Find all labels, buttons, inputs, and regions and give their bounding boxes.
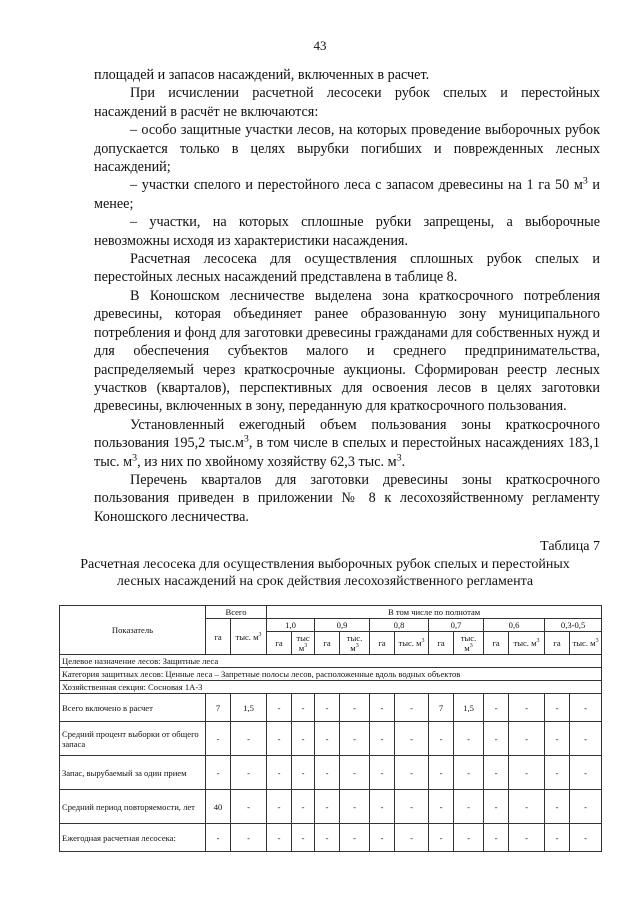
table-cell: - [231,824,267,852]
row-label: Ежегодная расчетная лесосека: [60,824,206,852]
header-unit-ha: га [429,632,454,655]
header-density: 0,7 [429,619,484,632]
table-cell: - [340,824,370,852]
table-cell: - [340,722,370,756]
table-cell: - [267,824,292,852]
table-cell: - [267,694,292,722]
table-row [60,694,602,722]
section-row [60,668,602,681]
table-cell: - [454,824,484,852]
table-cell: 40 [206,790,231,824]
table-cell: - [395,722,429,756]
table-cell: - [370,722,395,756]
header-unit-volume: тыс. $м^3$ [340,632,370,655]
paragraph: Перечень кварталов для заготовки древесины зоны краткосрочного пользования приведен в приложении № 8 к лесохозяйственному регламенту Коношского лесничества. [94,471,600,525]
header-unit-volume: тыс. $м^3$ [454,632,484,655]
table-cell: - [395,756,429,790]
table-cell: - [267,790,292,824]
header-density: 0,6 [484,619,545,632]
table-cell: - [484,756,509,790]
table-cell: - [484,790,509,824]
row-label: Средний период повторяемости, лет [60,790,206,824]
table-cell: - [570,824,602,852]
row-label: Средний процент выборки от общего запаса [60,722,206,756]
header-row-1 [60,606,602,619]
table-cell: 1,5 [454,694,484,722]
table-cell: - [509,722,545,756]
table-cell: - [570,694,602,722]
header-total-ha: га [206,619,231,655]
paragraph: Расчетная лесосека для осуществления сплошных рубок спелых и перестойных лесных насаждений представлена в таблице 8. [94,251,600,286]
table-cell: - [395,824,429,852]
header-by-density: В том числе по полнотам [267,606,602,619]
header-density: 1,0 [267,619,315,632]
table-cell: - [395,790,429,824]
paragraph: площадей и запасов насаждений, включенных в расчет. [94,67,430,83]
table-cell: - [292,722,315,756]
table-cell: - [292,790,315,824]
paragraph: – участки спелого и перестойного леса с запасом древесины на 1 га 50 $м^3$ и менее; [94,175,601,212]
table-cell: 7 [206,694,231,722]
table-cell: - [484,694,509,722]
table-body [60,655,602,852]
table-cell: - [454,790,484,824]
paragraph: – участки, на которых сплошные рубки запрещены, а выборочные невозможны исходя из характеристики насаждения. [94,214,600,249]
table-cell: - [206,824,231,852]
table-cell: - [484,722,509,756]
table-cell: - [267,756,292,790]
table-cell: - [267,722,292,756]
table-cell: - [429,722,454,756]
table-cell: - [206,756,231,790]
table-row [60,790,602,824]
row-label: Запас, вырубаемый за один прием [60,756,206,790]
table-cell: - [370,756,395,790]
table-cell: - [429,756,454,790]
table-cell: - [509,790,545,824]
body-text [94,66,600,526]
table-cell: - [570,756,602,790]
header-unit-volume: тыс. $м^3$ [570,632,602,655]
table-cell: - [315,722,340,756]
header-indicator: Показатель [60,606,206,655]
table-cell: - [315,694,340,722]
table-cell: - [454,722,484,756]
section-row [60,681,602,694]
header-density: 0,3-0,5 [545,619,602,632]
section-row [60,655,602,668]
table-cell: - [231,722,267,756]
table-cell: - [545,722,570,756]
table-cell: 7 [429,694,454,722]
table-cell: - [315,790,340,824]
header-unit-ha: га [484,632,509,655]
header-density: 0,9 [315,619,370,632]
table-cell: - [370,790,395,824]
table-cell: - [545,790,570,824]
header-unit-ha: га [315,632,340,655]
table-cell: 1,5 [231,694,267,722]
table-cell: - [509,824,545,852]
header-total: Всего [206,606,267,619]
header-unit-ha: га [370,632,395,655]
table-row [60,722,602,756]
table-cell: - [370,694,395,722]
table-cell: - [454,756,484,790]
table-cell: - [340,756,370,790]
table-cell: - [570,790,602,824]
table-cell: - [570,722,602,756]
table-cell: - [509,756,545,790]
section-label: Хозяйственная секция: Сосновая 1А-3 [60,681,602,694]
paragraph: При исчислении расчетной лесосеки рубок спелых и перестойных насаждений в расчёт не включаются: [94,85,600,120]
paragraph: – особо защитные участки лесов, на которых проведение выборочных рубок допускается только в целях вырубки погибших и поврежденных лесных насаждений; [94,122,600,176]
table-cell: - [315,756,340,790]
section-label: Категория защитных лесов: Ценные леса – Запретные полосы лесов, расположенные вдоль водных объектов [60,668,602,681]
table-cell: - [429,824,454,852]
table-cell: - [340,694,370,722]
header-unit-ha: га [545,632,570,655]
table-cell: - [231,790,267,824]
allowable-cut-table [59,605,602,852]
table-row [60,756,602,790]
header-unit-ha: га [267,632,292,655]
header-unit-volume: тыс. $м^3$ [395,632,429,655]
row-label: Всего включено в расчет [60,694,206,722]
table-cell: - [509,694,545,722]
header-density: 0,8 [370,619,429,632]
table-cell: - [370,824,395,852]
header-total-volume: тыс. $м^3$ [231,619,267,655]
table-cell: - [292,694,315,722]
table-cell: - [206,722,231,756]
table-cell: - [231,756,267,790]
table-cell: - [340,790,370,824]
header-unit-volume: тыс $м^3$ [292,632,315,655]
paragraph: В Коношском лесничестве выделена зона краткосрочного потребления древесины, которая объединяет ранее образованную зону муниципального потребления и фонд для заготовки древесины гражданами для собственных нужд и для обеспечения субъектов малого и среднего предпринимательства, распределяемый через краткосрочные аукционы. Сформирован реестр лесных участков (кварталов), перспективных для освоения лесов в целях заготовки древесины, включенных в зону, переданную для краткосрочного пользования. [94,287,600,415]
header-unit-volume: тыс. $м^3$ [509,632,545,655]
table-cell: - [545,824,570,852]
table-cell: - [315,824,340,852]
table-cell: - [429,790,454,824]
table-cell: - [292,824,315,852]
table-row [60,824,602,852]
page-number: 43 [313,38,327,53]
table-cell: - [292,756,315,790]
section-label: Целевое назначение лесов: Защитные леса [60,655,602,668]
table-cell: - [484,824,509,852]
paragraph: Установленный ежегодный объем пользования зоны краткосрочного пользования 195,2 $тыс.м^3$, в том числе в спелых и перестойных насаждениях 183,1 тыс. $м^3$, из них по хвойному хозяйству 62,3 тыс. $м^3$. [94,416,600,470]
table-caption: Расчетная лесосека для осуществления выборочных рубок спелых и перестойных лесных насаждений на срок действия лесохозяйственного регламента [80,557,570,589]
table-label: Таблица 7 [540,539,600,554]
table-cell: - [545,756,570,790]
table-cell: - [545,694,570,722]
table-cell: - [395,694,429,722]
